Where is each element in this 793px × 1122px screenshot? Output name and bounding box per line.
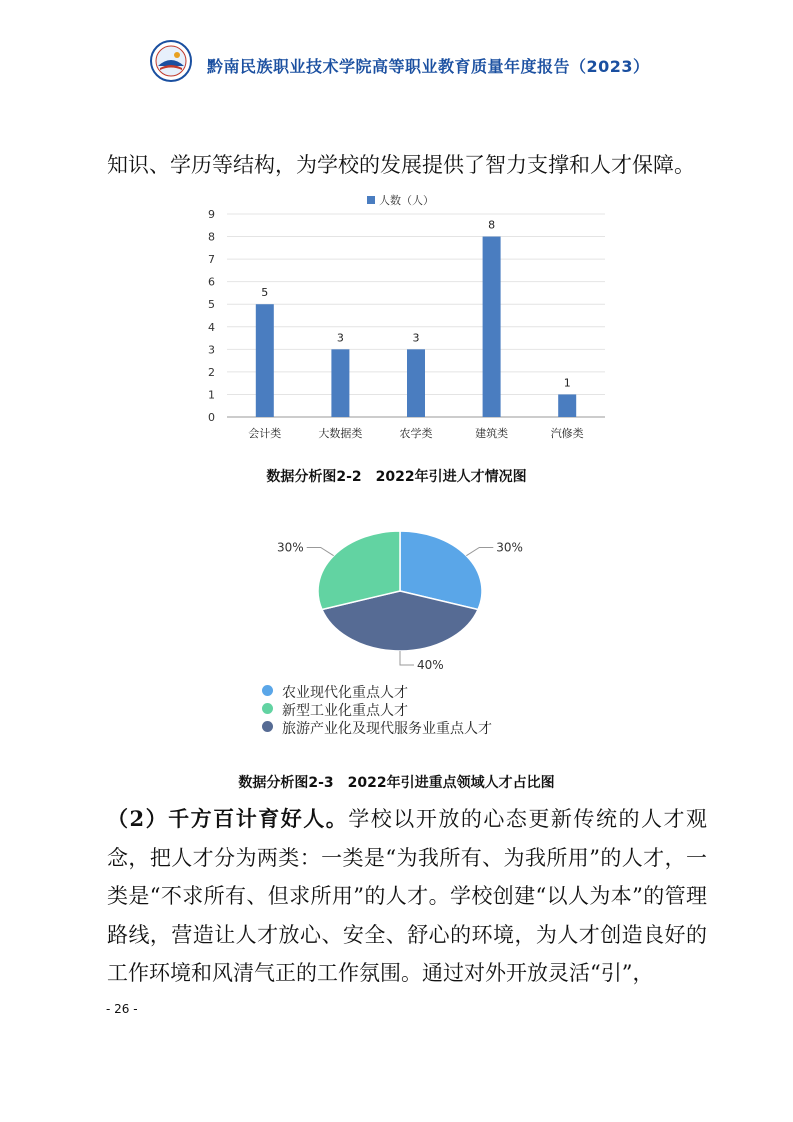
y-tick-label: 5 [208,298,215,312]
x-tick-label: 会计类 [248,427,282,440]
bar-legend-label: 人数（人） [379,194,434,207]
bar-data-label: 1 [563,376,571,390]
bar-建筑类 [483,237,501,417]
figure-2-3-caption: 数据分析图2-3 2022年引进重点领域人才占比图 [238,775,555,791]
bar-会计类 [256,304,274,417]
y-tick-label: 2 [208,365,215,379]
pie-leader-line [400,651,414,665]
section-heading: （2）千方百计育好人。 [107,806,349,831]
pie-chart-key-fields [250,520,570,680]
pie-legend-label: 新型工业化重点人才 [282,703,408,719]
pie-slice-label: 40% [417,658,444,672]
body-paragraph [107,800,707,993]
figure-2-2-caption: 数据分析图2-2 2022年引进人才情况图 [266,469,527,485]
bar-data-label: 5 [261,286,269,300]
pie-slice-label: 30% [277,540,304,555]
school-logo [150,40,192,82]
x-tick-label: 建筑类 [475,427,509,440]
bar-汽修类 [558,394,576,417]
x-tick-label: 农学类 [399,427,433,440]
legend-dot-icon [262,703,273,714]
body-text: 学校以开放的心态更新传统的人才观念，把人才分为两类：一类是“为我所有、为我所用”的人才，一类是“不求所有、但求所用”的人才。学校创建“以人为本”的管理路线，营造让人才放心、安全、舒心的环境，为人才创造良好的工作环境和风清气正的工作氛围。通过对外开放灵活“引”， [107,807,707,985]
y-tick-label: 0 [208,411,215,424]
bar-农学类 [407,349,425,417]
bar-data-label: 8 [488,218,496,232]
report-title: 黔南民族职业技术学院高等职业教育质量年度报告（2023） [207,57,650,76]
pie-leader-line [307,548,334,556]
y-tick-label: 6 [208,275,215,289]
y-tick-label: 7 [208,253,215,267]
bar-data-label: 3 [412,331,420,345]
y-tick-label: 3 [208,343,215,357]
page-header [0,0,793,110]
bar-legend-swatch [367,196,375,204]
bar-legend [367,193,434,207]
pie-leader-line [466,548,493,556]
intro-paragraph: 知识、学历等结构，为学校的发展提供了智力支撑和人才保障。 [107,153,695,177]
page-number: - 26 - [106,1002,138,1016]
pie-legend-label: 旅游产业化及现代服务业重点人才 [282,721,492,737]
y-tick-label: 9 [208,208,215,221]
bar-chart-talent-intake [205,190,615,448]
bar-大数据类 [331,349,349,417]
bar-data-label: 3 [336,331,344,345]
y-tick-label: 8 [208,230,215,244]
y-tick-label: 4 [208,320,215,334]
x-tick-label: 大数据类 [318,427,363,440]
pie-legend-label: 农业现代化重点人才 [282,685,408,701]
legend-dot-icon [262,685,273,696]
y-tick-label: 1 [208,388,215,402]
x-tick-label: 汽修类 [550,427,584,440]
legend-dot-icon [262,721,273,732]
pie-slice-label: 30% [496,540,523,555]
